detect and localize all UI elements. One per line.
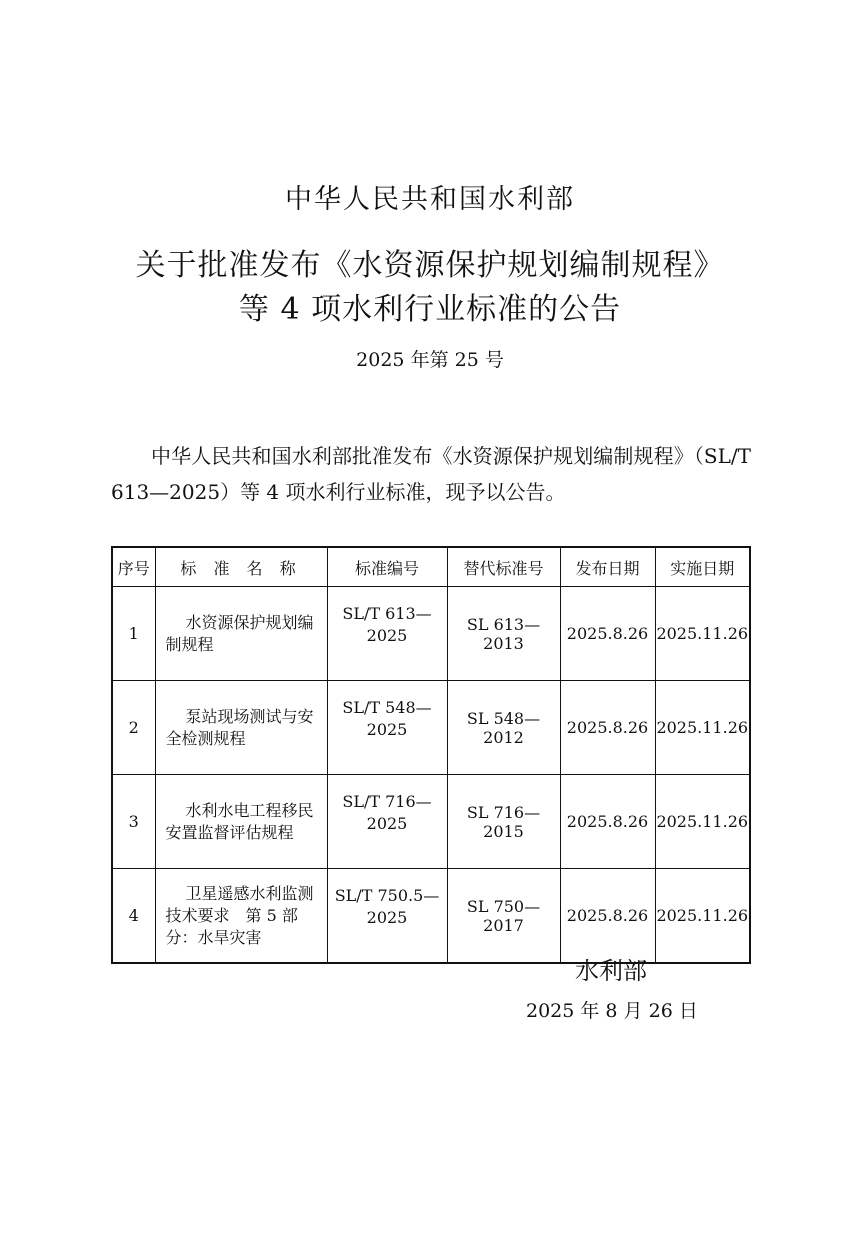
cell-replaced-standard: SL 613—2013: [447, 587, 560, 681]
cell-no: 2: [112, 681, 155, 775]
cell-no: 3: [112, 775, 155, 869]
header-cell-no: 序号: [112, 547, 155, 587]
cell-replaced-standard: SL 548—2012: [447, 681, 560, 775]
signing-date: 2025 年 8 月 26 日: [526, 1000, 698, 1022]
header-cell-effective-date: 实施日期: [655, 547, 750, 587]
cell-standard-name: 泵站现场测试与安全检测规程: [155, 681, 327, 775]
cell-standard-code: SL/T 613—2025: [327, 587, 447, 681]
cell-replaced-standard: SL 716—2015: [447, 775, 560, 869]
table-header-row: [112, 547, 750, 587]
header-cell-publish-date: 发布日期: [560, 547, 655, 587]
document-number: 2025 年第 25 号: [356, 349, 504, 371]
cell-standard-code: SL/T 750.5—2025: [327, 869, 447, 964]
signing-authority: 水利部: [575, 957, 647, 985]
cell-effective-date: 2025.11.26: [655, 587, 750, 681]
announcement-paragraph: 中华人民共和国水利部批准发布《水资源保护规划编制规程》（SL/T 613—2025）等 4 项水利行业标准，现予以公告。: [111, 444, 751, 504]
cell-publish-date: 2025.8.26: [560, 869, 655, 964]
table-row: [112, 587, 750, 681]
cell-standard-code: SL/T 548—2025: [327, 681, 447, 775]
table-row: [112, 681, 750, 775]
cell-standard-name: 水利水电工程移民安置监督评估规程: [155, 775, 327, 869]
header-cell-name: 标 准 名 称: [155, 547, 327, 587]
cell-effective-date: 2025.11.26: [655, 869, 750, 964]
cell-no: 4: [112, 869, 155, 964]
cell-effective-date: 2025.11.26: [655, 681, 750, 775]
standards-table: [111, 546, 751, 964]
cell-no: 1: [112, 587, 155, 681]
cell-publish-date: 2025.8.26: [560, 587, 655, 681]
document-title-line-1: 关于批准发布《水资源保护规划编制规程》: [135, 248, 725, 283]
cell-replaced-standard: SL 750—2017: [447, 869, 560, 964]
cell-effective-date: 2025.11.26: [655, 775, 750, 869]
document-title-line-2: 等 4 项水利行业标准的公告: [238, 292, 622, 327]
cell-standard-name: 卫星遥感水利监测技术要求 第 5 部分：水旱灾害: [155, 869, 327, 964]
issuing-organization: 中华人民共和国水利部: [285, 184, 575, 215]
cell-standard-name: 水资源保护规划编制规程: [155, 587, 327, 681]
cell-standard-code: SL/T 716—2025: [327, 775, 447, 869]
table-row: [112, 869, 750, 964]
document-title: [0, 244, 860, 332]
header-cell-code: 标准编号: [327, 547, 447, 587]
cell-publish-date: 2025.8.26: [560, 775, 655, 869]
table-row: [112, 775, 750, 869]
header-cell-replaces: 替代标准号: [447, 547, 560, 587]
cell-publish-date: 2025.8.26: [560, 681, 655, 775]
